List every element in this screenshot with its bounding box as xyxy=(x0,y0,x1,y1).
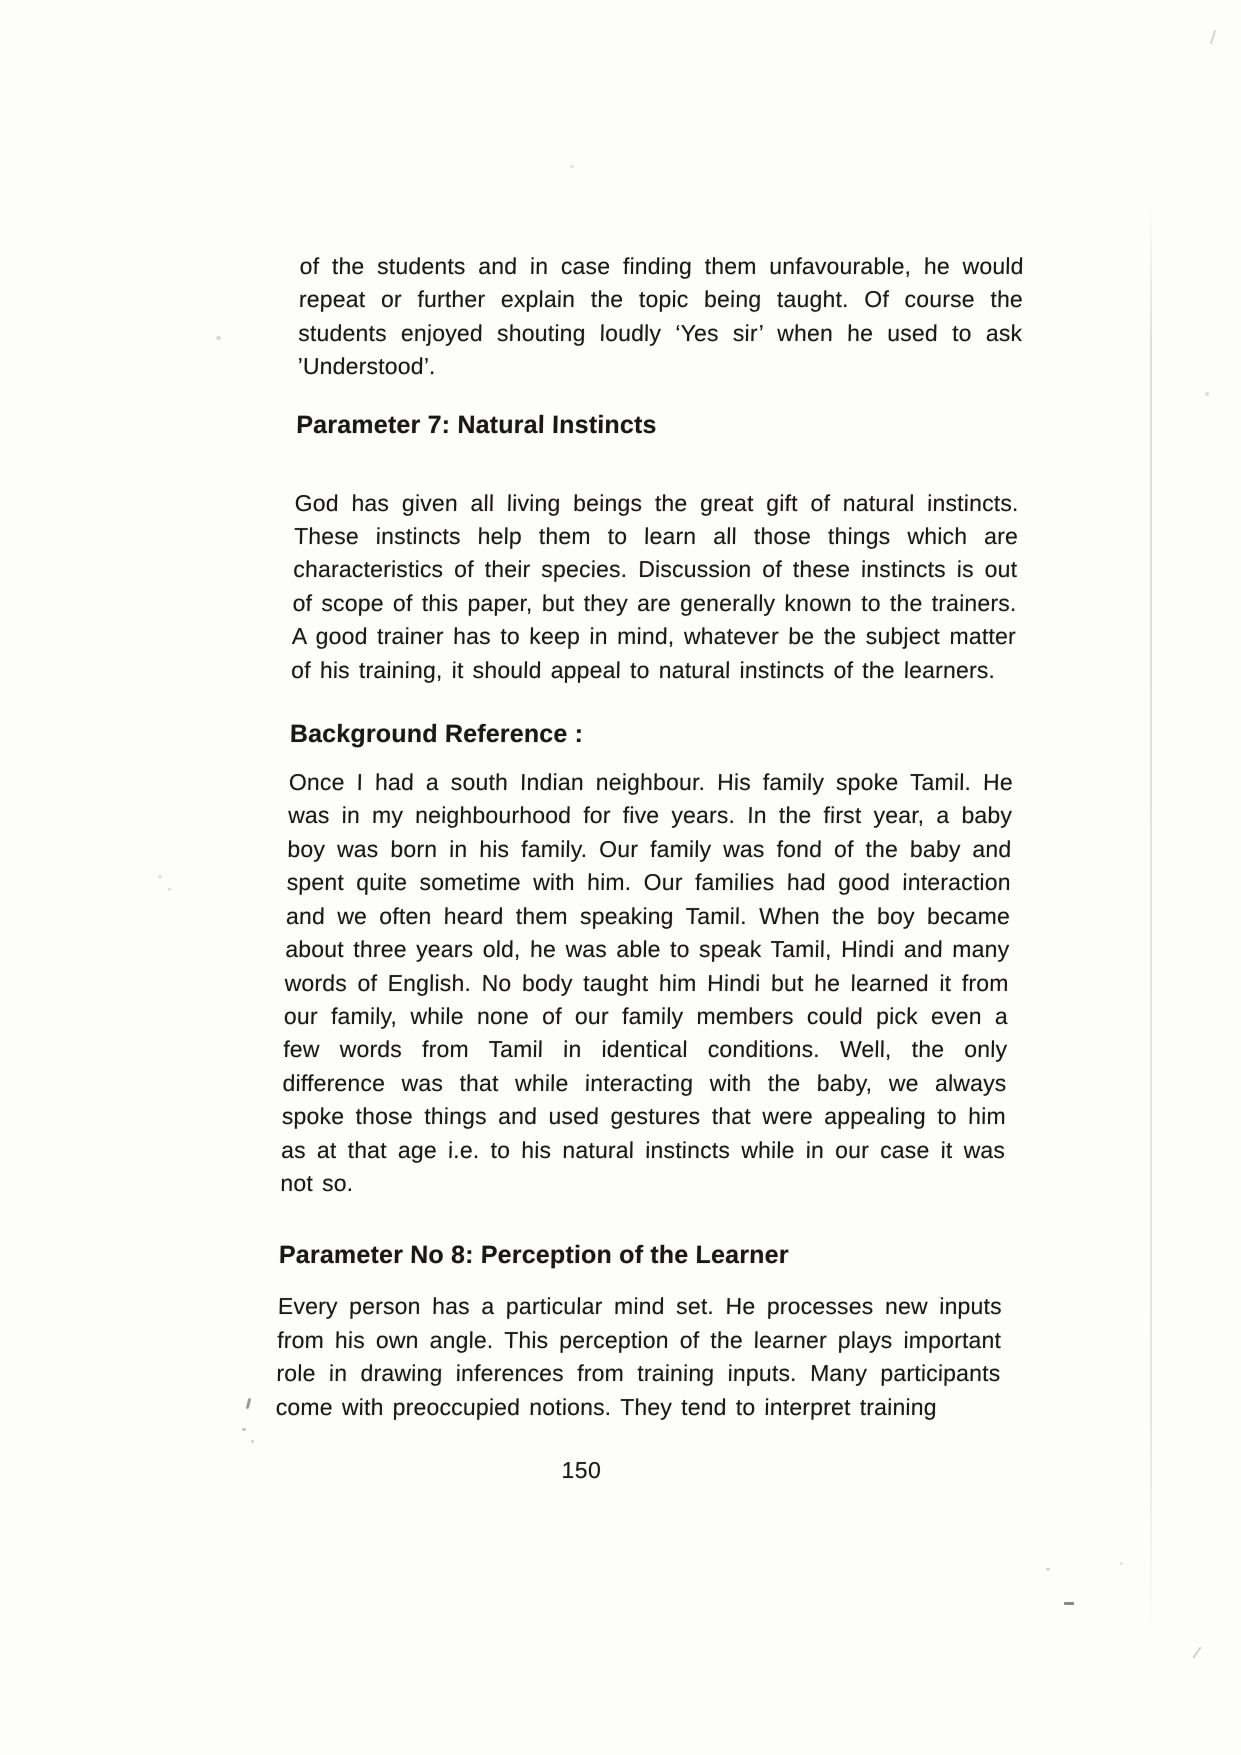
scan-speckle xyxy=(1120,1562,1123,1565)
paragraph-background-reference: Once I had a south Indian neighbour. His family spoke Tamil. He was in my neighbourhood for five years. In the first year, a baby boy was born in his family. Our family was fond of the baby and spent quite sometime with him. Our families had good interaction and we often heard them speaking Tamil. When the boy became about three years old, he was able to speak Tamil, Hindi and many words of English. No body taught him Hindi but he learned it from our family, while none of our family members could pick even a few words from Tamil in identical conditions. Well, the only difference was that while interacting with the baby, we always spoke those things and used gestures that were appealing to him as at that age i.e. to his natural instincts while in our case it was not so. xyxy=(280,769,1014,1196)
scan-speckle xyxy=(570,165,574,168)
paragraph-continuation: of the students and in case finding them unfavourable, he would repeat or further explain the topic being taught. Of course the students enjoyed shouting loudly ‘Yes sir’ when he used to ask ’Understood’. xyxy=(297,253,1024,380)
scan-speckle xyxy=(1210,30,1216,44)
scan-speckle xyxy=(158,875,162,878)
scan-edge-line xyxy=(1150,205,1152,1635)
scan-speckle xyxy=(1046,1568,1050,1571)
heading-parameter-8-perception-of-learner: Parameter No 8: Perception of the Learner xyxy=(278,1241,789,1270)
scan-speckle xyxy=(242,1428,246,1431)
text-column xyxy=(274,250,1024,1484)
paragraph-natural-instincts: God has given all living beings the great gift of natural instincts. These instincts help them to learn all those things which are characteristics of their species. Discussion of these instincts is out of scope of this paper, but they are generally known to the trainers. A good trainer has to keep in mind, whatever be the subject matter of his training, it should appeal to natural instincts of the learners. xyxy=(290,489,1019,683)
scan-speckle xyxy=(1205,392,1209,396)
scan-speckle xyxy=(251,1440,254,1443)
heading-background-reference: Background Reference : xyxy=(289,720,584,749)
scan-speckle xyxy=(1064,1602,1074,1605)
margin-mark xyxy=(246,1398,252,1409)
scan-speckle xyxy=(216,336,221,340)
scan-speckle xyxy=(1192,1647,1201,1659)
scan-speckle xyxy=(168,888,171,891)
heading-parameter-7-natural-instincts: Parameter 7: Natural Instincts xyxy=(296,410,657,439)
paragraph-perception-of-learner: Every person has a particular mind set. He processes new inputs from his own angle. This perception of the learner plays important role in drawing inferences from training inputs. Many participants come with preoccupied notions. They tend to interpret training xyxy=(275,1293,1003,1420)
page-number: 150 xyxy=(561,1456,602,1483)
